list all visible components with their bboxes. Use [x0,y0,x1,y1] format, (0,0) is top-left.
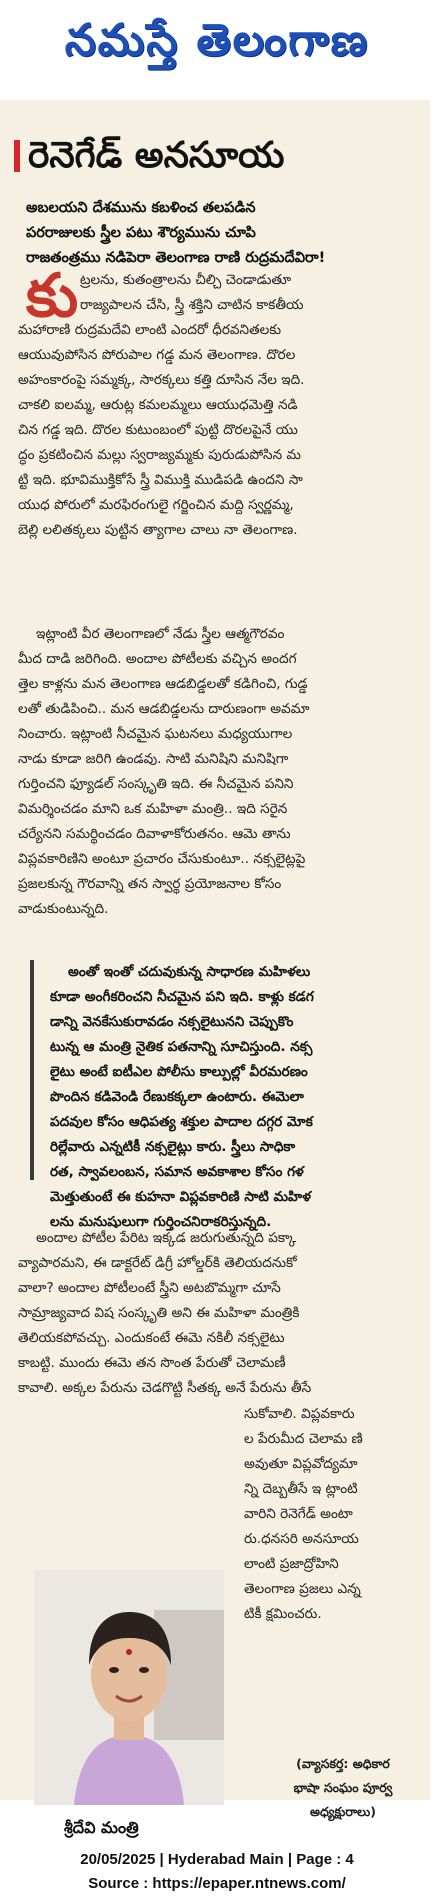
author-photo [34,1570,224,1805]
body-line: టికీ క్షమించరు. [244,1606,322,1622]
quote-line: రత, స్వావలంబన, సమాన అవకాశాల కోసం గళ [50,1164,304,1180]
body-line: చిన గడ్డ ఇది. దొరల కుటుంబంలో పుట్టి దొరలపైనే యు [18,422,298,438]
body-line: కావాలి. అక్కల పేరును చెడగొట్టి సీతక్క అనే పేరును తీసే [18,1380,312,1396]
quote-line: డాన్ని వెనకేసుకురావడం నక్సలైటునని చెప్పుకొం [50,1014,294,1030]
drop-cap: కు [26,261,79,331]
quote-line: పొందిన కడివెండి రేణుకక్కలా ఉంటారు. ఈమెలా [50,1089,304,1105]
article-headline: రెనెగేడ్ అనసూయ [28,135,285,176]
article-intro-verse [26,196,418,271]
quote-line: కూడా అంగీకరించని నీచమైన పని ఇది. కాళ్లు కడగ [50,989,314,1005]
paragraph-3 [18,1226,418,1401]
body-line: మహారాణి రుద్రమదేవి లాంటి ఎందరో ధీరవనితలకు [18,322,282,338]
body-line: నాడు కూడా జరిగి ఉండవు. సాటి మనిషిని మనిషిగా [18,751,289,767]
pull-quote [50,960,420,1235]
paragraph-1 [18,261,418,543]
body-line: బెల్లి లలితక్కలు పుట్టిన త్యాగాల చాలు నా తెలంగాణ. [18,522,298,538]
bio-line: భాషా సంఘం పూర్వ [293,1780,393,1795]
paragraph-3-wrap [244,1402,420,1627]
body-line: చాకలి ఐలమ్మ, ఆరుట్ల కమలమ్మలు ఆయుధమెత్తి నడి [18,397,298,413]
body-line: వారిని రెనెగేడ్ అంటా [244,1506,353,1522]
quote-line: అంతో ఇంతో చదువుకున్న సాధారణ మహిళలు [68,964,311,980]
body-line: తెలంగాణ ప్రజలు ఎన్న [244,1581,361,1597]
body-line: అందాల పోటీల పేరిట ఇక్కడ జరుగుతున్నది పక్కా [36,1230,297,1246]
body-line: కాబట్టి. ముందు ఈమె తన సొంత పేరుతో చెలామణీ [18,1355,286,1371]
body-line: గుర్తించని ఫ్యూడల్ సంస్కృతి ఇది. ఈ నీచమైన పనిని [18,776,294,792]
body-line: నించారు. ఇట్లాంటి నీచమైన ఘటనలు మధ్యయుగాల [18,726,293,742]
body-line: వాలా? అందాల పోటీలంటే స్త్రీని అటబొమ్మగా చూసే [18,1280,281,1296]
body-line: వ్యాపారమని, ఈ డాక్టరేట్ డిగ్రీ హోల్డర్‌కి తెలియదనుకో [18,1255,297,1271]
body-line: ఇట్లాంటి వీర తెలంగాణలో నేడు స్త్రీల ఆత్మగౌరవం [36,626,285,642]
body-line: లాంటి ప్రజాద్రోహిని [244,1556,339,1572]
body-line: రాజ్యపాలన చేసి, స్త్రీ శక్తిని చాటిన కాకతీయ [80,297,304,313]
intro-line: రాజతంత్రము నడిపెరా తెలంగాణ రాణి రుద్రమదేవిరా! [26,250,326,266]
body-line: ద్ధం ప్రకటించిన మల్లు స్వరాజ్యమ్మకు పురుడుపోసిన మ [18,447,301,463]
body-line: త్తెల కాళ్లను మన తెలంగాణ ఆడబిడ్డలతో కడిగించి, గుడ్డ [18,676,308,692]
body-line: మీద దాడి జరిగింది. అందాల పోటీలకు వచ్చిన అందగ [18,651,297,667]
body-line: ట్టి ఇది. భూవిముక్తికోసే స్త్రీ విముక్తి ముడిపడి ఉందని సా [18,472,303,488]
body-line: చర్యేనని సమర్థించడం దివాళాకోరుతనం. ఆమె తాను [18,826,291,842]
body-line: లతో తుడిపించి.. మన ఆడబిడ్డలను దారుణంగా అవమా [18,701,310,717]
author-portrait-image [34,1570,224,1805]
masthead [0,0,434,98]
pull-quote-bar [30,960,34,1180]
quote-line: పదవుల కోసం ఆధిపత్య శక్తుల పాదాల దగ్గర మోక [50,1114,313,1130]
paragraph-2 [18,622,418,922]
body-line: సుకోవాలి. విప్లవకారు [244,1406,355,1422]
source-link[interactable]: Source : https://epaper.ntnews.com/ [88,1875,346,1892]
bio-line: అధ్యక్షురాలు) [310,1804,376,1819]
quote-line: టున్న ఆ మంత్రి నైతిక పతనాన్ని సూచిస్తుంది. నక్స [50,1039,313,1055]
body-line: న్ని దెబ్బతీసే ఇ ట్లాంటి [244,1481,358,1497]
newspaper-logo: నమస్తే తెలంగాణ [64,15,370,66]
quote-line: మెత్తుతుంటే ఈ కుహనా విప్లవకారిణి సాటి మహిళ [50,1189,311,1205]
body-line: సామ్రాజ్యవాద విష సంస్కృతి అని ఈ మహిళా మంత్రికి [18,1305,300,1321]
body-line: రు.ధనసరి అనసూయ [244,1531,359,1547]
author-bio [258,1752,428,1824]
quote-line: రిల్లేవారు ఎన్నటికీ నక్సలైట్లు కారు. స్త్రీలు సాధికా [50,1139,296,1155]
bio-line: (వ్యాసకర్త: అధికార [296,1756,390,1771]
body-line: తెలియకపోవచ్చు. ఎందుకంటే ఈమె నకిలీ నక్సలైటు [18,1330,285,1346]
quote-line: లను మనుషులుగా గుర్తించనిరాకరిస్తున్నది. [50,1214,272,1230]
body-line: ట్రలను, కుతంత్రాలను చీల్చి చెండాడుతూ [80,272,292,288]
author-signature: శ్రీదేవి మంత్రి [64,1818,139,1837]
intro-line: పరరాజులకు స్త్రీల పటు శౌర్యమును చూపి [26,225,256,241]
body-line: విమర్శించడం మాని ఒక మహిళా మంత్రి.. ఇది సరైన [18,801,288,817]
body-line: ల పేరుమీద చెలామ ణి [244,1431,363,1447]
body-line: విప్లవకారిణిని అంటూ ప్రచారం చేసుకుంటూ.. నక్సలైట్లపై [18,851,306,867]
body-line: యుధ పోరులో మరఫిరంగులై గర్జించిన మద్ది స్వర్ణమ్మ, [18,497,294,513]
page-footer [0,1848,434,1896]
body-line: ఆయువుపోసిన పోరుపాల గడ్డ మన తెలంగాణ. దొరల [18,347,296,363]
body-line: ప్రజలకున్న గౌరవాన్ని తన స్వార్థ ప్రయోజనాల కోసం [18,876,282,892]
body-line: అహంకారంపై సమ్మక్క, సారక్కలు కత్తి దూసిన నేల ఇది. [18,372,305,388]
intro-line: అబలయని దేశమును కబళించ తలపడిన [26,200,256,216]
edition-info: 20/05/2025 | Hyderabad Main | Page : 4 [80,1851,354,1868]
body-line: వాడుకుంటున్నది. [18,901,109,917]
quote-line: లైటు అంటే ఐటీఎల పోలీసు కాల్పుల్లో వీరమరణం [50,1064,308,1080]
headline-marker [14,140,20,172]
body-line: అవుతూ విప్లవోద్యమా [244,1456,358,1472]
